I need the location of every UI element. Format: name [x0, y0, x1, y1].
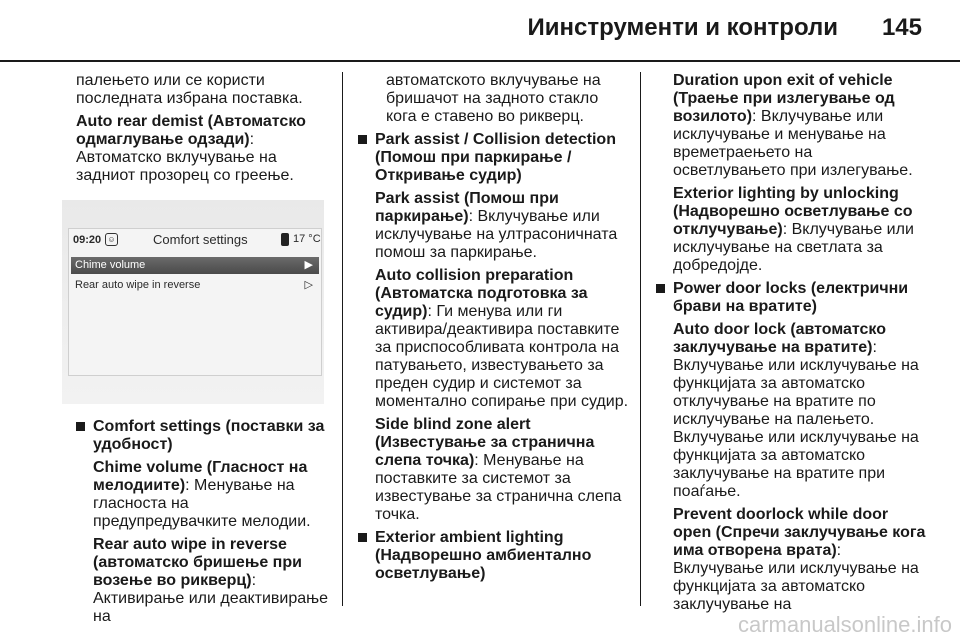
page-number: 145	[881, 14, 922, 41]
thermometer-icon	[281, 233, 289, 246]
entry-chime: Chime volume (Гласност на мелодиите): Менување на гласноста на предупредувачките мелодии.	[93, 459, 311, 530]
entry-duration: Duration upon exit of vehicle (Траење при излегување од возилото): Вклучување или исклучување и менување на времетраењето на осветлувањето при излегување.	[673, 72, 913, 179]
menu-item-label: Chime volume	[75, 259, 146, 271]
entry-wipe: Rear auto wipe in reverse (автоматско бришење при возење во рикверц): Активирање или деактивирање на	[93, 536, 329, 625]
entry-unlock-lighting: Exterior lighting by unlocking (Надворешно осветлување со отклучување): Вклучување или исклучување на светлата за добредојде.	[673, 185, 914, 274]
entry-auto-door-lock: Auto door lock (автоматско заклучување на вратите): Вклучување или исклучување на функцијата за автоматско отклучување на вратите по исклучување на палењето. Вклучување или исклучување на функцијата за автоматско заклучување на вратите при поаѓање.	[673, 321, 919, 500]
column-1	[76, 72, 331, 190]
bullet-heading: Park assist / Collision detection (Помош при паркирање / Откривање судир)	[375, 131, 616, 184]
screen-header	[69, 229, 321, 253]
entry-heading: Auto door lock (автоматско заклучување на вратите)	[673, 321, 886, 356]
entry-prevent-doorlock: Prevent doorlock while door open (Спречи заклучување кога има отворена врата): Вклучување или исклучување на функцијата за автоматско заклучување на	[673, 506, 926, 613]
entry-text: Вклучување или исклучување на функцијата за автоматско отклучување на вратите по исклучување на палењето. Вклучување или исклучување на функцијата за автоматско заклучување на вратите при поаѓање.	[673, 357, 919, 500]
entry-text: Активирање или деактивирање на	[93, 590, 329, 625]
page-header	[0, 0, 960, 62]
menu-item-rear-auto-wipe[interactable]	[71, 277, 319, 294]
column-divider	[342, 72, 343, 606]
menu-item-chime-volume[interactable]	[71, 257, 319, 274]
entry-heading: Chime volume (Гласност на мелодиите)	[93, 459, 308, 494]
entry-rear-demist: Auto rear demist (Автоматско одмаглување одзади): Автоматско вклучување на задниот прозорец со греење.	[76, 113, 306, 184]
screen-title: Comfort settings	[153, 232, 248, 247]
bullet-comfort-settings	[76, 418, 331, 454]
comfort-settings-screen	[68, 228, 322, 376]
entry-blind-zone: Side blind zone alert (Известување за странична слепа точка): Менување на поставките за системот за известување за странична слепа точка.	[375, 416, 622, 523]
watermark: carmanualsonline.info	[737, 612, 952, 637]
menu-item-label: Rear auto wipe in reverse	[75, 279, 201, 291]
entry-heading: Prevent doorlock while door open (Спречи заклучување кога има отворена врата)	[673, 506, 926, 559]
chevron-right-icon: ▷	[304, 279, 313, 291]
entry-heading: Auto collision preparation (Автоматска подготовка за судир)	[375, 267, 588, 320]
entry-text: Вклучување или исклучување на светлата за добредојде.	[673, 221, 914, 274]
entry-text: Менување на гласноста на предупредувачките мелодии.	[93, 477, 311, 530]
bullet-heading: Exterior ambient lighting (Надворешно амбиентално осветлување)	[375, 529, 592, 582]
chevron-right-icon: ▶	[304, 259, 313, 271]
entry-text: Вклучување или исклучување на функцијата за автоматско заклучување на	[673, 560, 919, 613]
column-divider	[640, 72, 641, 606]
bullet-icon	[358, 533, 367, 542]
entry-text: Автоматско вклучување на задниот прозорец со греење.	[76, 149, 294, 184]
entry-text: Вклучување или исклучување на ултрасоничната помош за паркирање.	[375, 208, 618, 261]
bullet-park-assist	[358, 131, 630, 185]
bullet-icon	[76, 422, 85, 431]
entry-collision: Auto collision preparation (Автоматска подготовка за судир): Ги менува или ги активира/деактивира поставките за приспособливата контрола на патувањето, известувањето за преден судир и системот за моментално сопирање при судир.	[375, 267, 629, 410]
entry-text: Ги менува или ги активира/деактивира поставките за приспособливата контрола на патувањето, известувањето за преден судир и системот за моментално сопирање при судир.	[375, 303, 629, 410]
section-title: Иинструменти и контроли	[527, 14, 838, 41]
screen-temperature: 17 °C	[293, 233, 321, 245]
entry-park: Park assist (Помош при паркирање): Вклучување или исклучување на ултрасоничната помош за паркирање.	[375, 190, 618, 261]
bullet-heading: Power door locks (електрични брави на вратите)	[673, 280, 909, 315]
bullet-heading: Comfort settings (поставки за удобност)	[93, 418, 325, 453]
column-2	[358, 72, 630, 588]
bullet-icon	[358, 135, 367, 144]
column-1-lower	[76, 418, 331, 631]
smiley-icon: ☺	[105, 233, 118, 246]
entry-heading: Side blind zone alert (Известување за странична слепа точка)	[375, 416, 595, 469]
bullet-ambient-lighting	[358, 529, 630, 583]
entry-heading: Auto rear demist (Автоматско одмаглување одзади)	[76, 113, 306, 148]
entry-text: Вклучување или исклучување и менување на времетраењето на осветлувањето при излегување.	[673, 108, 913, 179]
bullet-power-door-locks	[656, 280, 926, 316]
entry-heading: Duration upon exit of vehicle (Траење при излегување од возилото)	[673, 72, 895, 125]
column-3	[656, 72, 926, 619]
display-screenshot	[62, 200, 324, 404]
entry-heading: Rear auto wipe in reverse (автоматско бришење при возење во рикверц)	[93, 536, 302, 589]
entry-heading: Park assist (Помош при паркирање)	[375, 190, 559, 225]
entry-heading: Exterior lighting by unlocking (Надворешно осветлување со отклучување)	[673, 185, 913, 238]
screen-time: 09:20	[73, 234, 102, 246]
paragraph: палењето или се користи последната избрана поставка.	[76, 72, 303, 107]
entry-text: Менување на поставките за системот за известување за странична слепа точка.	[375, 452, 622, 523]
paragraph: автоматското вклучување на бришачот на задното стакло кога е ставено во рикверц.	[386, 72, 601, 125]
bullet-icon	[656, 284, 665, 293]
